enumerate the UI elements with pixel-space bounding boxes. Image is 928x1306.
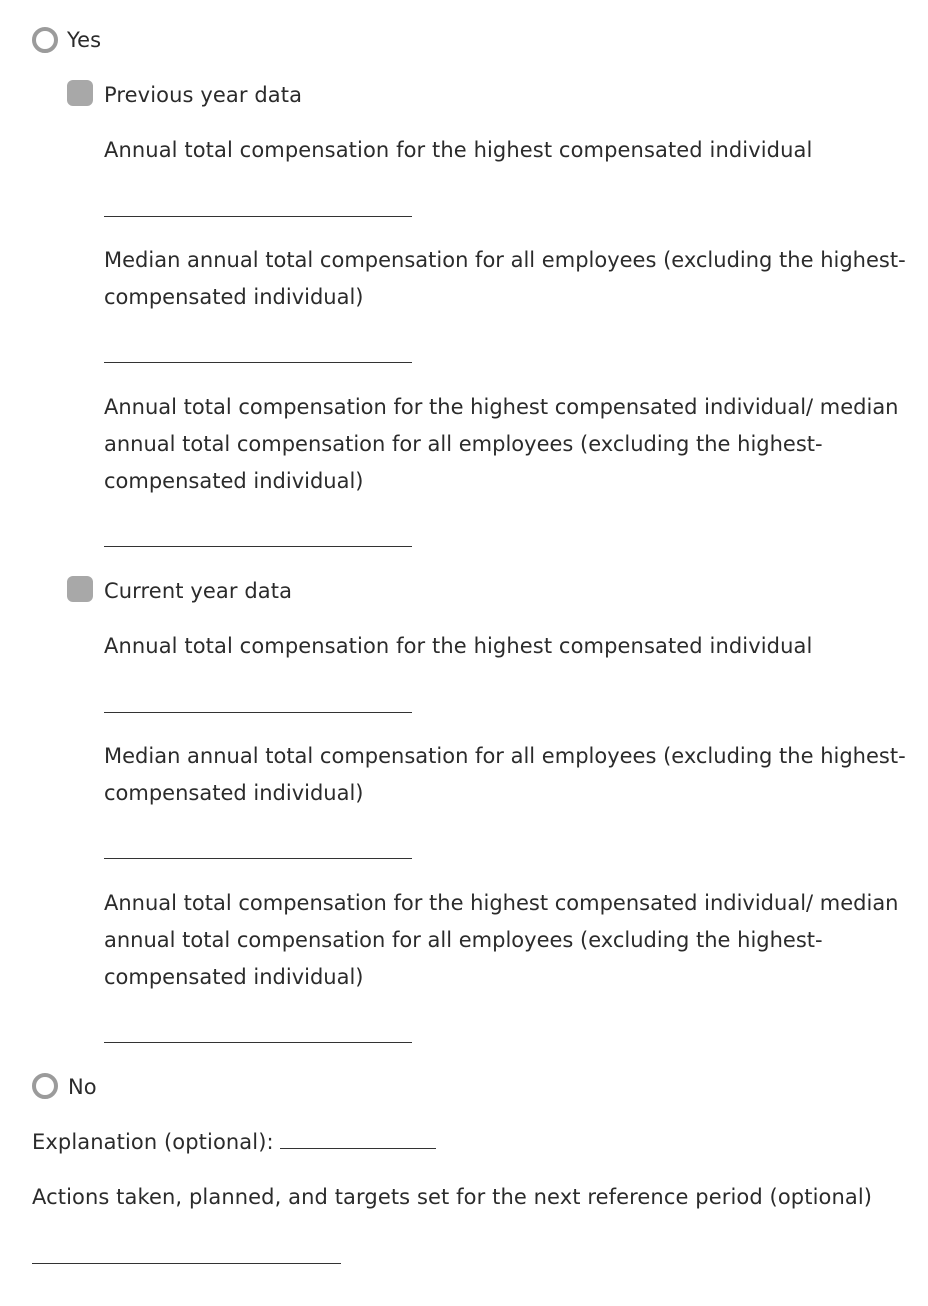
previous-year-checkbox[interactable] (67, 80, 93, 106)
previous-q2-input[interactable] (104, 334, 412, 363)
explanation-label: Explanation (optional): (32, 1130, 274, 1154)
previous-q1-label: Annual total compensation for the highest compensated individual (104, 138, 813, 162)
current-q3-label: Annual total compensation for the highest compensated individual/ median annual total compensation for all employees (excluding the highest-compensated individual) (104, 891, 899, 989)
explanation-row (32, 1124, 436, 1161)
current-q1-label: Annual total compensation for the highest compensated individual (104, 634, 813, 658)
current-year-checkbox[interactable] (67, 576, 93, 602)
yes-radio[interactable] (32, 27, 58, 53)
previous-q2-label: Median annual total compensation for all employees (excluding the highest-compensated individual) (104, 248, 906, 309)
previous-q3-input[interactable] (104, 518, 412, 547)
current-year-label: Current year data (104, 579, 293, 603)
explanation-input[interactable] (280, 1147, 436, 1149)
actions-input[interactable] (32, 1235, 341, 1264)
current-q2-input[interactable] (104, 830, 412, 859)
current-q3-input[interactable] (104, 1014, 412, 1043)
current-q2-label: Median annual total compensation for all employees (excluding the highest-compensated individual) (104, 744, 906, 805)
yes-label: Yes (67, 28, 102, 52)
actions-label: Actions taken, planned, and targets set for the next reference period (optional) (32, 1185, 873, 1209)
previous-q1-input[interactable] (104, 188, 412, 217)
previous-year-label: Previous year data (104, 83, 303, 107)
current-q1-input[interactable] (104, 684, 412, 713)
previous-q3-label: Annual total compensation for the highest compensated individual/ median annual total compensation for all employees (excluding the highest-compensated individual) (104, 395, 899, 493)
no-radio[interactable] (32, 1073, 58, 1099)
no-label: No (68, 1075, 97, 1099)
